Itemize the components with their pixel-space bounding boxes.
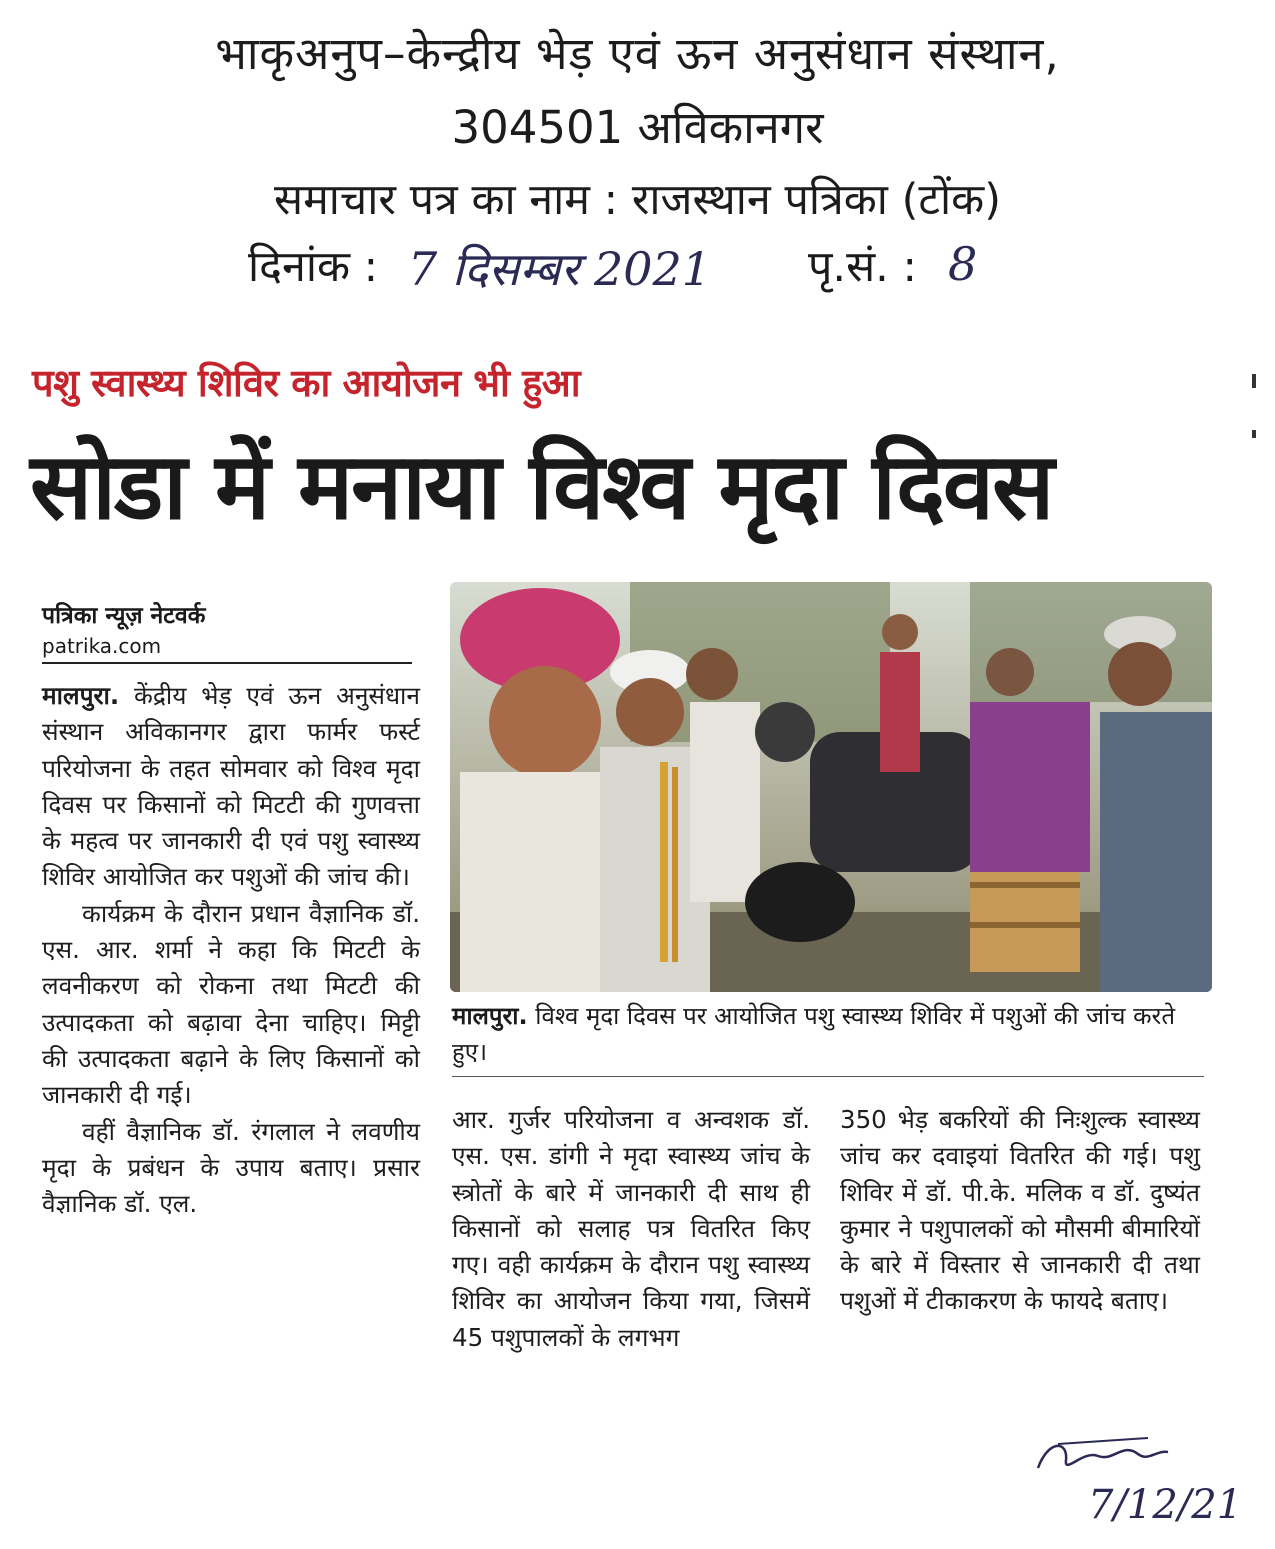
paragraph-text: केंद्रीय भेड़ एवं ऊन अनुसंधान संस्थान अविकानगर द्वारा फार्मर फर्स्ट परियोजना के तहत सोमवार को विश्व मृदा दिवस पर किसानों को मिटटी की गुणवत्ता के महत्व पर जानकारी दी एवं पशु स्वास्थ्य शिविर आयोजित कर पशुओं की जांच की। <box>42 681 420 892</box>
date-row <box>248 235 1048 305</box>
caption-text: विश्व मृदा दिवस पर आयोजित पशु स्वास्थ्य शिविर में पशुओं की जांच करते हुए। <box>452 1002 1176 1066</box>
handwritten-date: 7/12/21 <box>1088 1482 1243 1528</box>
article-headline: सोडा में मनाया विश्व मृदा दिवस <box>30 433 1053 540</box>
paragraph: 350 भेड़ बकरियों की निःशुल्क स्वास्थ्य जांच कर दवाइयां वितरित की गई। पशु शिविर में डॉ. पी.के. मलिक व डॉ. दुष्यंत कुमार ने पशुपालकों को मौसमी बीमारियों के बारे में विस्तार से जानकारी दी तथा पशुओं में टीकाकरण के फायदे बताए। <box>840 1105 1200 1316</box>
handwritten-initials-and-date <box>1028 1420 1248 1540</box>
article-column-3 <box>840 1102 1200 1320</box>
byline: पत्रिका न्यूज़ नेटवर्क <box>42 603 206 629</box>
photo-caption <box>452 998 1212 1070</box>
paragraph <box>42 678 420 896</box>
byline-rule <box>42 662 412 664</box>
paragraph: कार्यक्रम के दौरान प्रधान वैज्ञानिक डॉ. एस. आर. शर्मा ने कहा कि मिटटी के लवनीकरण को रोकना तथा मिटटी की उत्पादकता को बढ़ावा देना चाहिए। मिट्टी की उत्पादकता बढ़ाने के लिए किसानों को जानकारी दी गई। <box>42 898 420 1110</box>
page-value: 8 <box>948 237 978 291</box>
newspaper-name-line: समाचार पत्र का नाम : राजस्थान पत्रिका (टोंक) <box>274 175 1001 225</box>
article-column-1 <box>42 678 420 1222</box>
caption-rule <box>452 1076 1204 1077</box>
date-value: 7 दिसम्बर 2021 <box>408 242 712 296</box>
source-url: patrika.com <box>42 634 162 658</box>
margin-mark <box>1252 374 1256 388</box>
paragraph: आर. गुर्जर परियोजना व अन्वशक डॉ. एस. एस. डांगी ने मृदा स्वास्थ्य जांच के स्त्रोतों के बारे में जानकारी दी साथ ही किसानों को सलाह पत्र वितरित किए गए। वही कार्यक्रम के दौरान पशु स्वास्थ्य शिविर का आयोजन किया गया, जिसमें 45 पशुपालकों के लगभग <box>452 1105 810 1352</box>
photo-illustration <box>450 582 1212 992</box>
pin-code-line: 304501 अविकानगर <box>451 101 824 154</box>
article-kicker: पशु स्वास्थ्य शिविर का आयोजन भी हुआ <box>32 361 581 405</box>
article-column-2 <box>452 1102 810 1356</box>
paragraph: वहीं वैज्ञानिक डॉ. रंगलाल ने लवणीय मृदा के प्रबंधन के उपाय बताए। प्रसार वैज्ञानिक डॉ. एल. <box>42 1116 420 1219</box>
dateline: मालपुरा. <box>42 681 120 710</box>
caption-dateline: मालपुरा. <box>452 1002 528 1030</box>
article-photo <box>450 582 1212 992</box>
page-label: पृ.सं. : <box>808 242 917 292</box>
date-label: दिनांक : <box>248 242 379 292</box>
institute-name-line: भाकृअनुप–केन्द्रीय भेड़ एवं ऊन अनुसंधान संस्थान, <box>215 27 1060 80</box>
